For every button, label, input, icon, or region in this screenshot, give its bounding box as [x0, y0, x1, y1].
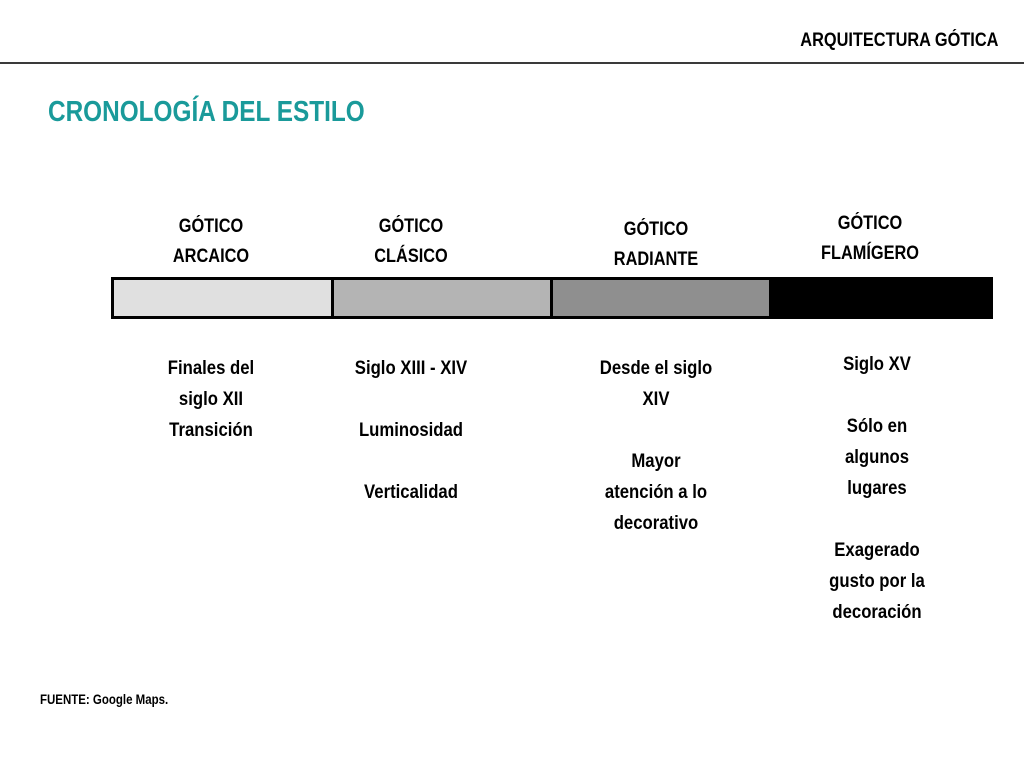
timeline-segment-clasico — [331, 277, 553, 319]
description-line: lugares — [847, 478, 907, 499]
description-line: Mayor — [631, 451, 681, 472]
period-name-line: GÓTICO — [837, 213, 903, 234]
description-line: Exagerado — [834, 540, 920, 561]
timeline-segment-arcaico — [111, 277, 334, 319]
period-label-flamigero — [801, 209, 939, 269]
period-description-arcaico — [136, 353, 286, 446]
description-line: gusto por la — [829, 571, 925, 592]
description-line: Siglo XV — [843, 354, 911, 375]
period-label-arcaico — [142, 212, 280, 272]
source-note: FUENTE: Google Maps. — [40, 691, 169, 707]
description-line: Desde el siglo — [599, 358, 713, 379]
description-line: atención a lo — [604, 482, 708, 503]
period-name-line: ARCAICO — [172, 246, 250, 267]
period-label-radiante — [587, 215, 725, 275]
description-spacer — [336, 446, 486, 477]
description-line: Transición — [169, 420, 253, 441]
description-line: decorativo — [613, 513, 699, 534]
period-name-line: GÓTICO — [178, 216, 244, 237]
period-label-clasico — [342, 212, 480, 272]
timeline-bar — [111, 277, 993, 319]
description-line: decoración — [832, 602, 922, 623]
period-description-radiante — [581, 353, 731, 539]
description-line: Sólo en — [846, 416, 908, 437]
description-spacer — [336, 384, 486, 415]
timeline-segment-flamigero — [769, 277, 993, 319]
period-name-line: RADIANTE — [613, 249, 699, 270]
period-description-clasico — [336, 353, 486, 508]
description-line: XIV — [642, 389, 670, 410]
description-line: siglo XII — [178, 389, 244, 410]
page-title: CRONOLOGÍA DEL ESTILO — [48, 96, 365, 128]
description-line: Verticalidad — [364, 482, 458, 503]
description-line: Luminosidad — [358, 420, 464, 441]
description-line: Siglo XIII - XIV — [354, 358, 468, 379]
period-name-line: GÓTICO — [378, 216, 444, 237]
description-spacer — [802, 380, 952, 411]
description-line: algunos — [844, 447, 910, 468]
header-divider — [0, 62, 1024, 64]
description-spacer — [802, 504, 952, 535]
header-title: ARQUITECTURA GÓTICA — [799, 30, 998, 51]
period-name-line: GÓTICO — [623, 219, 689, 240]
period-name-line: CLÁSICO — [374, 246, 448, 267]
period-name-line: FLAMÍGERO — [820, 243, 920, 264]
timeline-segment-radiante — [550, 277, 772, 319]
period-description-flamigero — [802, 349, 952, 628]
description-line: Finales del — [167, 358, 255, 379]
description-spacer — [581, 415, 731, 446]
